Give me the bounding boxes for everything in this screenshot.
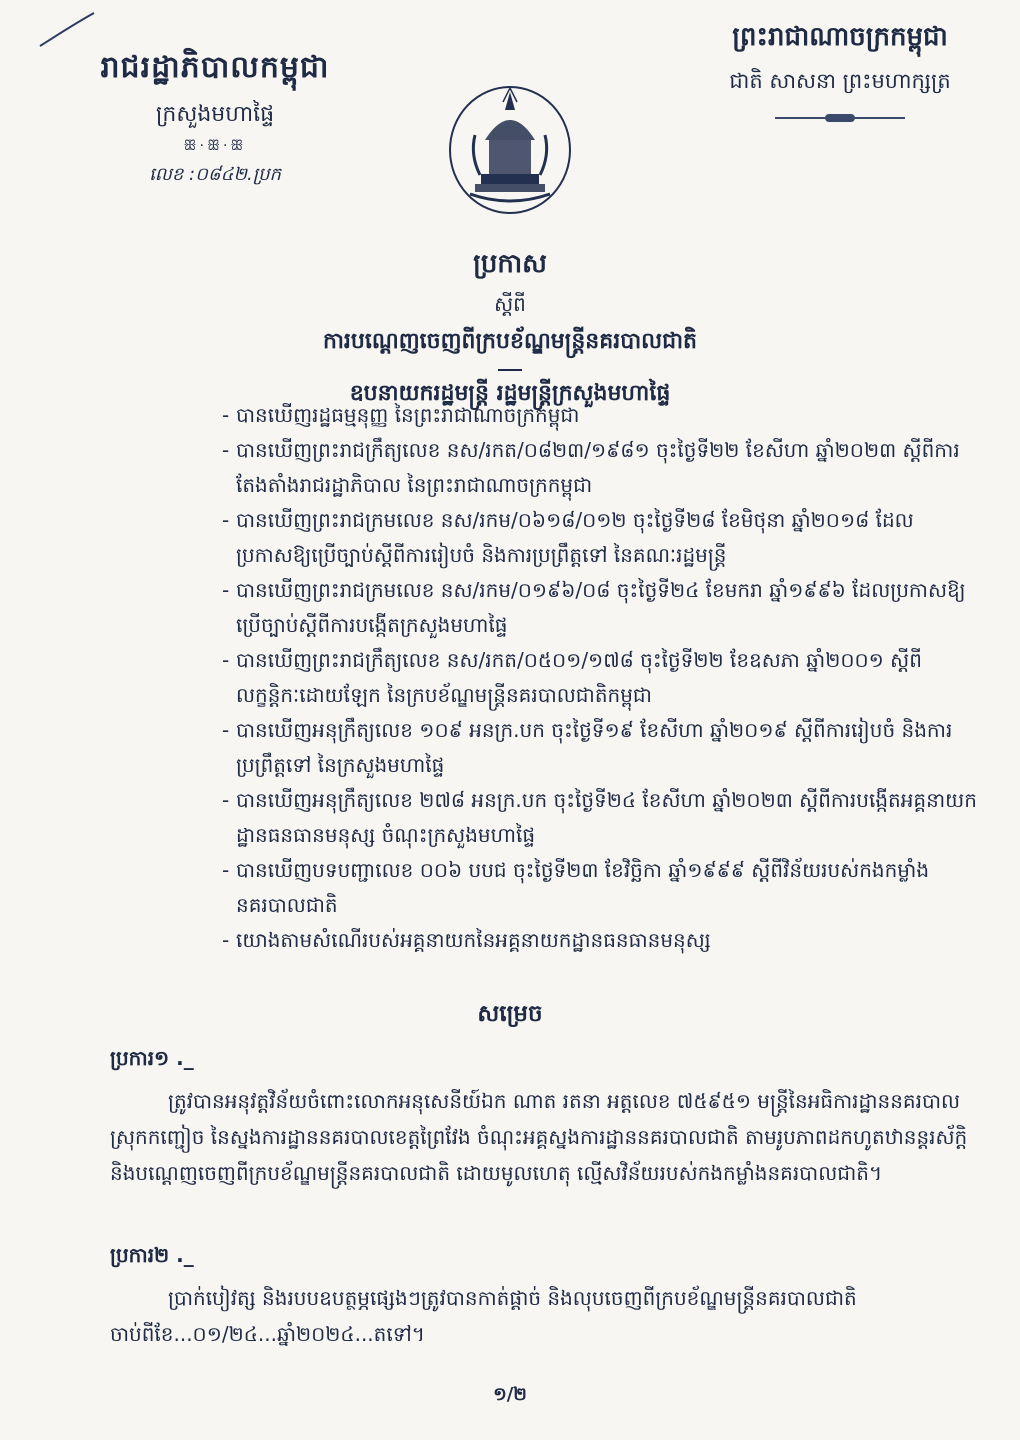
consideration-item: - បានឃើញអនុក្រឹត្យលេខ ២៧៨ អនក្រ.បក ចុះថ្ងៃទី២៤ ខែសីហា ឆ្នាំ២០២៣ ស្តីពីការបង្កើតអគ្គនាយកដ្ឋានធនធានមនុស្ស ចំណុះក្រសួងមហាផ្ទៃ	[222, 783, 982, 853]
consideration-item: - បានឃើញរដ្ឋធម្មនុញ្ញ នៃព្រះរាជាណាចក្រកម្ពុជា	[222, 398, 982, 433]
page-number: ១/២	[493, 1384, 527, 1405]
national-motto: ជាតិ សាសនា ព្រះមហាក្សត្រ	[729, 69, 951, 93]
article-2	[110, 1242, 990, 1352]
document-type: ប្រកាស	[473, 249, 547, 279]
consideration-item: - បានឃើញព្រះរាជក្រមលេខ នស/រកម/០៦១៨/០១២ ចុះថ្ងៃទី២៨ ខែមិថុនា ឆ្នាំ២០១៨ ដែលប្រកាសឱ្យប្រើច្បាប់ស្តីពីការរៀបចំ និងការប្រព្រឹត្តទៅ នៃគណៈរដ្ឋមន្ត្រី	[222, 503, 982, 573]
pen-stroke-mark	[38, 10, 98, 50]
motto-ornament-divider	[775, 117, 905, 119]
issuer-title: ឧបនាយករដ្ឋមន្ត្រី រដ្ឋមន្ត្រីក្រសួងមហាផ្ទៃ	[349, 381, 671, 406]
document-about: ស្តីពី	[494, 292, 526, 316]
ministry-name: ក្រសួងមហាផ្ទៃ	[155, 102, 275, 127]
article-2-body: ប្រាក់បៀវត្ស និងរបបឧបត្ថម្ភផ្សេងៗត្រូវបានកាត់ផ្តាច់ និងលុបចេញពីក្របខ័ណ្ឌមន្ត្រីនគរបាលជាតិ ចាប់ពីខែ...០១/២៤...ឆ្នាំ២០២៤...តទៅ។	[110, 1286, 857, 1346]
article-1	[110, 1045, 990, 1191]
article-1-body: ត្រូវបានអនុវត្តវិន័យចំពោះលោកអនុសេនីយ៍ឯក ណាត រតនា អត្តលេខ ៧៥៩៥១ មន្ត្រីនៃអធិការដ្ឋាននគរបាលស្រុកកញ្ជៀច នៃស្នងការដ្ឋាននគរបាលខេត្តព្រៃវែង ចំណុះអគ្គស្នងការដ្ឋាននគរបាលជាតិ តាមរូបភាពដកហូតឋានន្តរស័ក្តិ និងបណ្តេញចេញពីក្របខ័ណ្ឌមន្ត្រីនគរបាលជាតិ ដោយមូលហេតុ ល្មើសវិន័យរបស់កងកម្លាំងនគរបាលជាតិ។	[110, 1089, 968, 1185]
title-divider	[498, 369, 522, 371]
decision-heading: សម្រេច	[477, 1001, 543, 1027]
consideration-item: - បានឃើញព្រះរាជក្រឹត្យលេខ នស/រកត/០៥០១/១៧៨ ចុះថ្ងៃទី២២ ខែឧសភា ឆ្នាំ២០០១ ស្តីពីលក្ខន្តិកៈដោយឡែក នៃក្របខ័ណ្ឌមន្ត្រីនគរបាលជាតិកម្ពុជា	[222, 643, 982, 713]
document-subject: ការបណ្តេញចេញពីក្របខ័ណ្ឌមន្ត្រីនគរបាលជាតិ	[322, 329, 698, 354]
consideration-item: - យោងតាមសំណើរបស់អគ្គនាយកនៃអគ្គនាយកដ្ឋានធនធានមនុស្ស	[222, 923, 982, 958]
consideration-item: - បានឃើញអនុក្រឹត្យលេខ ១០៩ អនក្រ.បក ចុះថ្ងៃទី១៩ ខែសីហា ឆ្នាំ២០១៩ ស្តីពីការរៀបចំ និងការប្រព្រឹត្តទៅ នៃក្រសួងមហាផ្ទៃ	[222, 713, 982, 783]
ornament-separator: ꕥ·ꕥ·ꕥ	[183, 138, 247, 154]
consideration-item: - បានឃើញព្រះរាជក្រឹត្យលេខ នស/រកត/០៨២៣/១៩៨១ ចុះថ្ងៃទី២២ ខែសីហា ឆ្នាំ២០២៣ ស្តីពីការតែងតាំងរាជរដ្ឋាភិបាល នៃព្រះរាជាណាចក្រកម្ពុជា	[222, 433, 982, 503]
reference-number: លេខ :០៨៤២.ប្រក	[149, 164, 281, 185]
consideration-item: - បានឃើញព្រះរាជក្រមលេខ នស/រកម/០១៩៦/០៨ ចុះថ្ងៃទី២៤ ខែមករា ឆ្នាំ១៩៩៦ ដែលប្រកាសឱ្យប្រើច្បាប់ស្តីពីការបង្កើតក្រសួងមហាផ្ទៃ	[222, 573, 982, 643]
kingdom-name: ព្រះរាជាណាចក្រកម្ពុជា	[732, 22, 948, 52]
consideration-item: - បានឃើញបទបញ្ជាលេខ ០០៦ បបជ ចុះថ្ងៃទី២៣ ខែវិច្ឆិកា ឆ្នាំ១៩៩៩ ស្តីពីវិន័យរបស់កងកម្លាំងនគរបាលជាតិ	[222, 853, 982, 923]
ministry-emblem-icon	[445, 80, 575, 215]
article-1-heading: ប្រការ១ ._	[110, 1046, 194, 1070]
government-name: រាជរដ្ឋាភិបាលកម្ពុជា	[100, 50, 330, 85]
kingdom-header	[690, 20, 990, 119]
document-title-block	[200, 247, 820, 411]
article-2-heading: ប្រការ២ ._	[110, 1243, 194, 1267]
considerations-list	[222, 398, 982, 958]
issuing-authority-header	[95, 48, 335, 189]
